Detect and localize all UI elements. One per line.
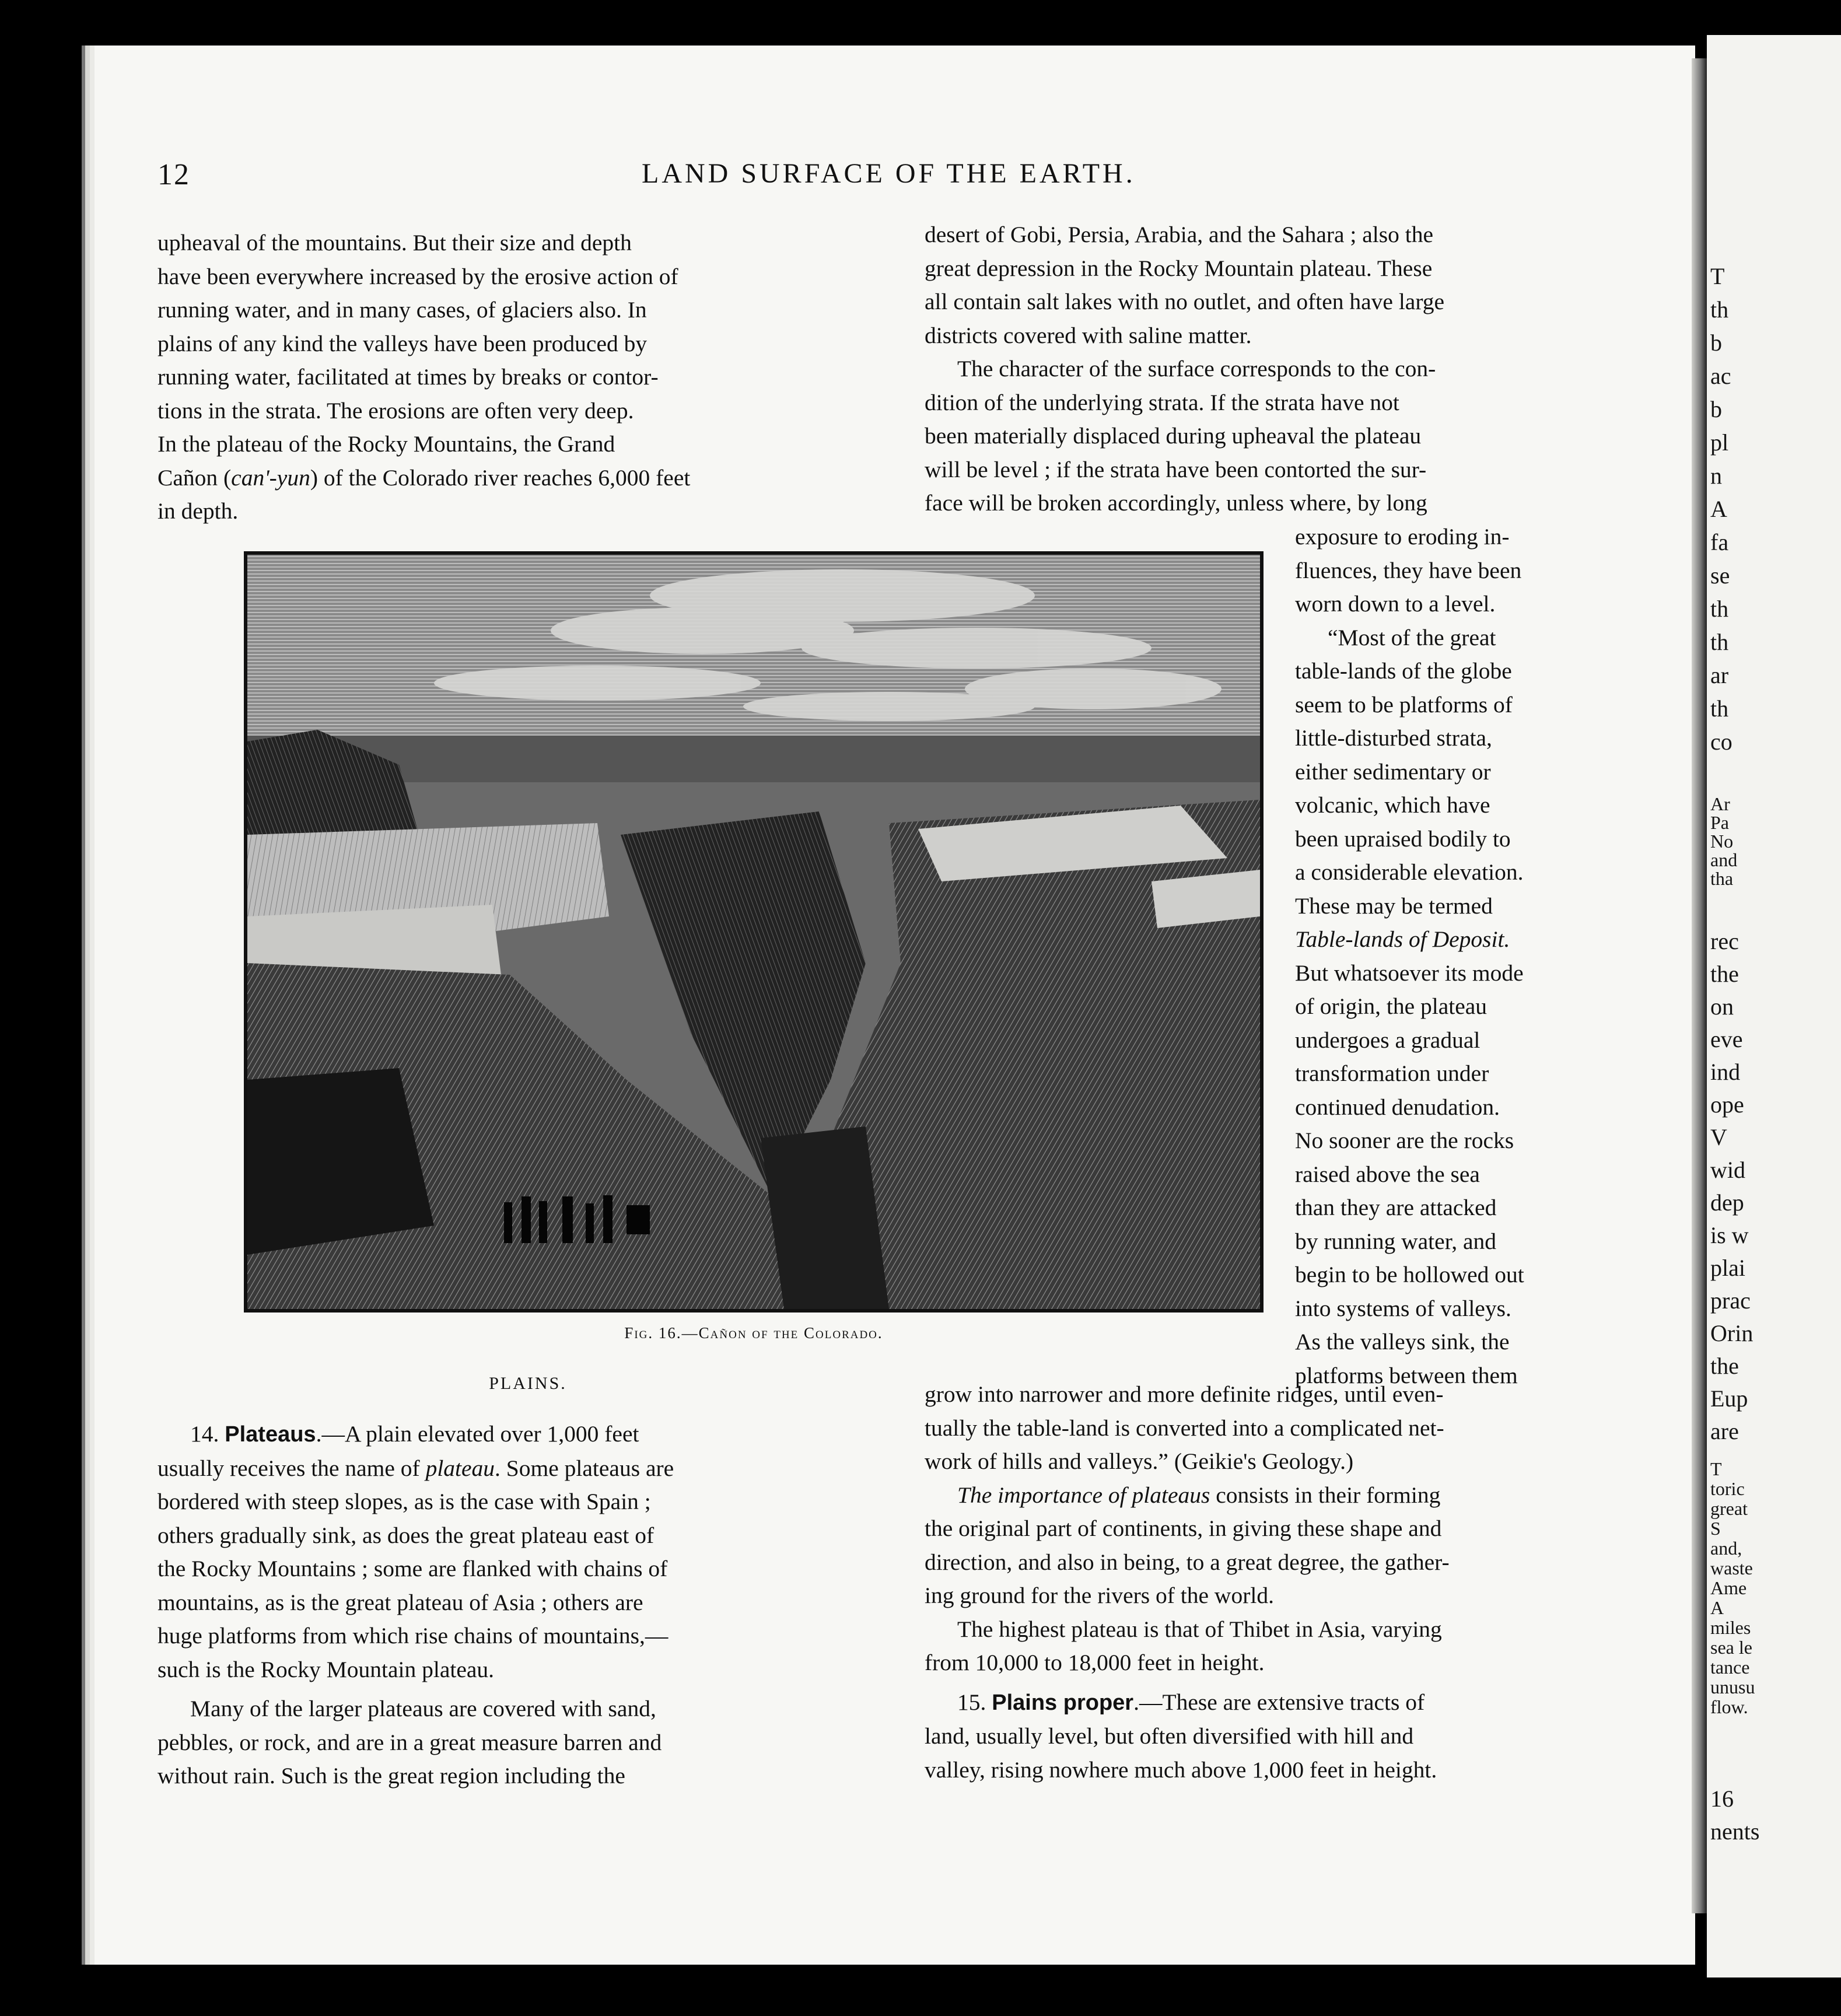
section-14-term: Plateaus	[225, 1422, 316, 1447]
facing-note-fragment: tha	[1710, 868, 1734, 889]
exposure-paragraph	[1295, 520, 1572, 621]
importance-italic: The importance of plateaus	[957, 1482, 1210, 1508]
facing-text-fragment: co	[1710, 729, 1732, 755]
facing-text-fragment: dep	[1710, 1189, 1744, 1216]
text-line: face will be broken accordingly, unless where, by long	[925, 490, 1427, 516]
facing-text-fragment: are	[1710, 1418, 1739, 1444]
facing-note-fragment: flow.	[1710, 1696, 1748, 1717]
facing-note-fragment: great	[1710, 1498, 1748, 1519]
text-line: the original part of continents, in giving these shape and	[925, 1516, 1442, 1541]
text-line: desert of Gobi, Persia, Arabia, and the Sahara ; also the	[925, 222, 1434, 247]
facing-text-fragment: prac	[1710, 1287, 1751, 1314]
text-line: in depth.	[158, 498, 239, 524]
character-paragraph	[925, 352, 1572, 520]
text-line: running water, and in many cases, of glaciers also. In	[158, 297, 647, 323]
facing-text-fragment: nents	[1710, 1818, 1760, 1845]
facing-text-fragment: the	[1710, 961, 1739, 987]
facing-note-fragment: No	[1710, 831, 1734, 852]
text-line: such is the Rocky Mountain plateau.	[158, 1656, 495, 1682]
text-line: But whatsoever its mode	[1295, 960, 1524, 986]
facing-text-fragment: pl	[1710, 429, 1729, 456]
text-line: have been everywhere increased by the erosive action of	[158, 263, 678, 289]
text-line: tually the table-land is converted into a complicated net-	[925, 1415, 1444, 1441]
facing-text-fragment: eve	[1710, 1026, 1743, 1052]
canyon-engraving	[247, 555, 1260, 1309]
facing-text-fragment: n	[1710, 463, 1722, 489]
text-line: pebbles, or rock, and are in a great measure barren and	[158, 1729, 662, 1755]
text-line: exposure to eroding in-	[1295, 524, 1510, 550]
facing-text-fragment: fa	[1710, 529, 1729, 555]
facing-text-fragment: the	[1710, 1353, 1739, 1379]
plateau-italic: plateau	[425, 1455, 495, 1481]
section-14-number: 14.	[190, 1421, 219, 1447]
text-line: No sooner are the rocks	[1295, 1128, 1514, 1153]
facing-text-fragment: ind	[1710, 1059, 1741, 1085]
left-column-top	[158, 226, 898, 528]
text-line: valley, rising nowhere much above 1,000 feet in height.	[925, 1756, 1437, 1783]
text-line: seem to be platforms of	[1295, 691, 1513, 718]
text-line: upheaval of the mountains. But their size and depth	[158, 230, 632, 256]
page-gutter	[1692, 58, 1707, 1913]
text-line: been upraised bodily to	[1295, 825, 1511, 852]
table-lands-italic: Table-lands of Deposit.	[1295, 926, 1510, 952]
text-line: begin to be hollowed out	[1295, 1262, 1524, 1287]
text-line: The highest plateau is that of Thibet in Asia, varying	[957, 1616, 1442, 1642]
text-line: In the plateau of the Rocky Mountains, the Grand	[158, 431, 615, 457]
facing-text-fragment: ac	[1710, 363, 1731, 389]
right-column-bottom	[925, 1378, 1572, 1787]
text-line: districts covered with saline matter.	[925, 322, 1252, 348]
facing-note-fragment: and	[1710, 849, 1738, 870]
importance-lines	[925, 1516, 1450, 1608]
text-line: plains of any kind the valleys have been produced by	[158, 330, 648, 356]
page-header	[158, 158, 1759, 204]
facing-text-fragment: b	[1710, 330, 1722, 356]
text-line: platforms between them	[1295, 1362, 1518, 1388]
text-line: by running water, and	[1295, 1228, 1497, 1254]
pronunciation-italic: can'-yun	[231, 464, 310, 491]
facing-text-fragment: se	[1710, 562, 1730, 589]
text-line: bordered with steep slopes, as is the case with Spain ;	[158, 1489, 651, 1514]
facing-text-fragment: th	[1710, 296, 1729, 323]
text-line: tions in the strata. The erosions are often very deep.	[158, 397, 634, 424]
section-14-first-line: .—A plain elevated over 1,000 feet	[316, 1421, 639, 1447]
text-line: the Rocky Mountains ; some are flanked with chains of	[158, 1556, 668, 1581]
facing-text-fragment: ar	[1710, 662, 1729, 688]
section-15-first-line: .—These are extensive tracts of	[1133, 1689, 1425, 1715]
facing-text-fragment: A	[1710, 496, 1727, 522]
text-line: been materially displaced during upheaval the plateau	[925, 423, 1422, 449]
desert-paragraph	[925, 218, 1572, 352]
text-line: land, usually level, but often diversified with hill and	[925, 1723, 1414, 1749]
section-14-line2-end: . Some plateaus are	[495, 1455, 674, 1481]
facing-note-fragment: and,	[1710, 1538, 1742, 1559]
text-line: ) of the Colorado river reaches 6,000 feet	[310, 464, 691, 491]
facing-text-fragment: 16	[1710, 1786, 1734, 1812]
text-line: mountains, as is the great plateau of Asia ; others are	[158, 1589, 643, 1615]
facing-text-fragment: ope	[1710, 1091, 1744, 1118]
text-line: will be level ; if the strata have been contorted the sur-	[925, 456, 1427, 482]
left-top-paragraph	[158, 226, 898, 528]
text-line: work of hills and valleys.” (Geikie's Geology.)	[925, 1448, 1354, 1474]
text-line: Cañon (	[158, 464, 232, 491]
text-line: running water, facilitated at times by breaks or contor-	[158, 364, 659, 390]
text-line: huge platforms from which rise chains of mountains,—	[158, 1623, 668, 1648]
facing-note-fragment: tance	[1710, 1657, 1750, 1678]
section-14-line2: usually receives the name of	[158, 1455, 426, 1481]
text-line: from 10,000 to 18,000 feet in height.	[925, 1650, 1265, 1675]
text-line: grow into narrower and more definite ridges, until even-	[925, 1381, 1444, 1407]
facing-note-fragment: S	[1710, 1518, 1721, 1539]
facing-note-fragment: T	[1710, 1458, 1722, 1479]
section-14-lines	[158, 1489, 668, 1682]
section-15-paragraph	[925, 1686, 1572, 1787]
facing-page-fragment	[1707, 35, 1841, 1978]
importance-first-line: consists in their forming	[1210, 1482, 1441, 1508]
text-line: continued denudation.	[1295, 1094, 1500, 1120]
facing-text-fragment: Orin	[1710, 1320, 1754, 1346]
text-line: These may be termed	[1295, 892, 1493, 919]
left-column-bottom	[158, 1418, 898, 1793]
text-line: As the valleys sink, the	[1295, 1329, 1510, 1354]
text-line: Many of the larger plateaus are covered with sand,	[190, 1696, 656, 1721]
text-line: great depression in the Rocky Mountain plateau. These	[925, 255, 1433, 281]
facing-note-fragment: Pa	[1710, 812, 1729, 833]
facing-note-fragment: Ar	[1710, 793, 1730, 814]
section-title-plains: PLAINS.	[489, 1374, 567, 1393]
text-line: “Most of the great	[1328, 624, 1496, 650]
text-line: than they are attacked	[1295, 1195, 1497, 1220]
facing-note-fragment: sea le	[1710, 1637, 1752, 1658]
canon-illustration	[244, 551, 1264, 1312]
facing-text-fragment: rec	[1710, 928, 1739, 954]
text-line: The character of the surface corresponds to the con-	[957, 356, 1436, 382]
text-line: raised above the sea	[1295, 1161, 1480, 1187]
facing-note-fragment: waste	[1710, 1558, 1753, 1578]
text-line: without rain. Such is the great region including the	[158, 1763, 625, 1788]
facing-text-fragment: b	[1710, 396, 1722, 422]
facing-text-fragment: th	[1710, 596, 1729, 622]
facing-note-fragment: Ame	[1710, 1577, 1747, 1598]
facing-text-fragment: on	[1710, 993, 1734, 1020]
text-line: volcanic, which have	[1295, 792, 1490, 818]
larger-plateaus-paragraph	[158, 1692, 898, 1793]
text-line: fluences, they have been	[1295, 557, 1522, 583]
text-line: transformation under	[1295, 1060, 1489, 1086]
facing-text-fragment: th	[1710, 695, 1729, 722]
text-line: ing ground for the rivers of the world.	[925, 1583, 1274, 1608]
facing-text-fragment: plai	[1710, 1255, 1745, 1281]
facing-text-fragment: T	[1710, 263, 1725, 289]
text-line: table-lands of the globe	[1295, 658, 1512, 684]
facing-text-fragment: Eup	[1710, 1385, 1748, 1412]
facing-text-fragment: V	[1710, 1124, 1727, 1150]
facing-text-fragment: th	[1710, 629, 1729, 655]
text-line: worn down to a level.	[1295, 591, 1496, 617]
geikie-quote-paragraph	[1295, 621, 1572, 1393]
running-head: LAND SURFACE OF THE EARTH.	[642, 158, 1136, 189]
narrow-column	[1295, 520, 1572, 1392]
facing-note-fragment: unusu	[1710, 1676, 1755, 1698]
facing-note-fragment: miles	[1710, 1617, 1751, 1638]
section-14-paragraph	[158, 1418, 898, 1686]
section-15-number: 15.	[957, 1689, 986, 1715]
facing-note-fragment: A	[1710, 1597, 1724, 1618]
facing-text-fragment: is w	[1710, 1222, 1749, 1248]
text-line: of origin, the plateau	[1295, 993, 1488, 1019]
right-column-top	[925, 218, 1572, 520]
quote-continuation	[925, 1378, 1572, 1479]
text-line: dition of the underlying strata. If the strata have not	[925, 389, 1399, 415]
page-number: 12	[158, 158, 190, 191]
facing-note-fragment: toric	[1710, 1478, 1745, 1499]
text-line: undergoes a gradual	[1295, 1027, 1480, 1053]
text-line: into systems of valleys.	[1295, 1295, 1511, 1321]
facing-text-fragment: wid	[1710, 1157, 1745, 1183]
text-line: direction, and also in being, to a great degree, the gather-	[925, 1549, 1450, 1575]
figure-caption: Fig. 16.—Cañon of the Colorado.	[624, 1324, 883, 1342]
text-line: others gradually sink, as does the great plateau east of	[158, 1522, 654, 1548]
highest-plateau-paragraph	[925, 1613, 1572, 1680]
section-15-lines	[925, 1723, 1437, 1783]
section-15-term: Plains proper	[992, 1690, 1134, 1715]
importance-paragraph	[925, 1479, 1572, 1613]
text-line: a considerable elevation.	[1295, 859, 1524, 885]
text-line: little-disturbed strata,	[1295, 725, 1492, 751]
text-line: either sedimentary or	[1295, 758, 1491, 785]
text-line: all contain salt lakes with no outlet, and often have large	[925, 289, 1445, 314]
